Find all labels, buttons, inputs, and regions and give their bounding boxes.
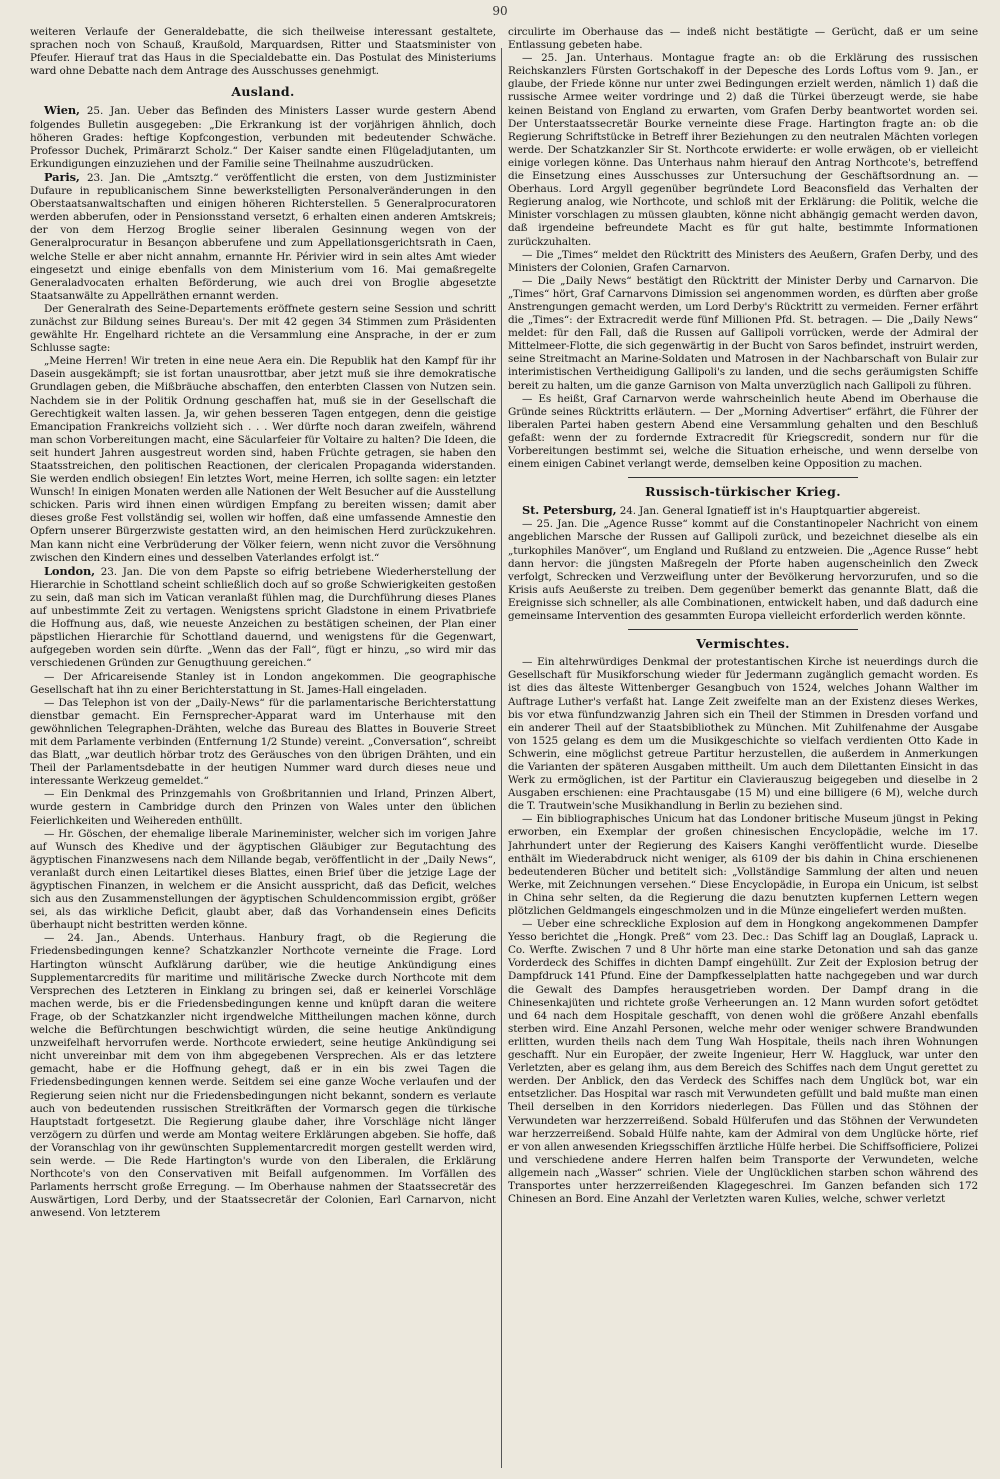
dateline-place: Wien, bbox=[44, 103, 80, 118]
page-number: 90 bbox=[492, 4, 508, 18]
paragraph-text: 23. Jan. Die von dem Papste so eifrig betriebene Wiederherstellung der Hierarchie in Schottland scheint schließlich doch auf so große Schwierigkeiten gestoßen zu sein, daß man sich im Vatican veranlaßt fühlen mag, die Durchführung dieses Planes auf unbestimmte Zeit zu vertagen. Wenigstens spricht Gladstone in einem Privatbriefe die Hoffnung aus, daß, wie neueste Anzeichen zu bestätigen scheinen, der Plan einer päpstlichen Hierarchie für Schottland dauernd, und wenigstens für die Gegenwart, aufgegeben worden sein dürfte. „Wenn das der Fall“, fügt er hinzu, „so wird mir das verschiedenen Gründen zur Genugthuung gereichen.“ bbox=[30, 565, 496, 670]
paragraph bbox=[30, 171, 496, 303]
section-heading: Russisch-türkischer Krieg. bbox=[645, 484, 841, 500]
paragraph: circulirte im Oberhause das — indeß nicht bestätigte — Gerücht, daß er um seine Entlassung gebeten habe. bbox=[508, 26, 978, 52]
paragraph: — Das Telephon ist von der „Daily-News“ für die parlamentarische Berichterstattung dienstbar gemacht. Ein Fernsprecher-Apparat ward im Unterhause mit den gewöhnlichen Telegraphen-Drähten, welche das Bureau des Blattes in Bouverie Street mit dem Parlamente verbinden (Entfernung 1/2 Stunde) vereint. „Conversation“, schreibt das Blatt, „war deutlich hörbar trotz des Geräusches von den übrigen Drähten, und ein Theil der Parlamentsdebatte in der heutigen Nummer ward durch dieses neue und interessante Werkzeug gemeldet.“ bbox=[30, 696, 496, 788]
section-rule bbox=[628, 477, 858, 478]
paragraph: — Ein Denkmal des Prinzgemahls von Großbritannien und Irland, Prinzen Albert, wurde gestern in Cambridge durch den Prinzen von Wales unter den üblichen Feierlichkeiten und Weihereden enthüllt. bbox=[30, 788, 496, 827]
paragraph bbox=[30, 104, 496, 170]
paragraph: — Die „Daily News“ bestätigt den Rücktritt der Minister Derby und Carnarvon. Die „Times“ hört, Graf Carnarvons Dimission sei angenommen worden, es dürften aber große Anstrengungen gemacht werden, um Lord Derby's Rücktritt zu vermeiden. Ferner erfährt die „Times“: der Extracredit werde fünf Millionen Pfd. St. betragen. — Die „Daily News“ meldet: für den Fall, daß die Russen auf Gallipoli vorrücken, werde der Admiral der Mittelmeer-Flotte, die sich gegenwärtig in der Bucht von Saros befindet, instruirt werden, seine Streitmacht an Marine-Soldaten und Matrosen in der Nachbarschaft von Bulair zur interimistischen Vertheidigung Gallipoli's zu landen, und die sechs geräumigsten Schiffe bereit zu halten, um die ganze Garnison von Malta unverzüglich nach Gallipoli zu führen. bbox=[508, 274, 978, 392]
paragraph-text: 24. Jan. General Ignatieff ist in's Hauptquartier abgereist. bbox=[619, 505, 921, 518]
paragraph: — 25. Jan. Die „Agence Russe“ kommt auf die Constantinopeler Nachricht von einem angeblichen Marsche der Russen auf Gallipoli zurück, und bezeichnet dieselbe als ein „turkophiles Manöver“, um England und Rußland zu entzweien. Die „Agence Russe“ hebt dann hervor: die jüngsten Maßregeln der Pforte haben augenscheinlich den Zweck verfolgt, Schrecken und Verzweiflung unter der Bevölkerung hervorzurufen, und so die Krisis aufs Aeußerste zu treiben. Dem gegenüber bemerkt das genannte Blatt, daß die Ereignisse sich schneller, als alle Combinationen, entwickelt haben, und daß dadurch eine gemeinsame Intervention des gesammten Europa vielleicht erforderlich werden könnte. bbox=[508, 518, 978, 623]
paragraph: weiteren Verlaufe der Generaldebatte, die sich theilweise interessant gestaltete, sprachen noch von Schauß, Kraußold, Marquardsen, Ritter und Staatsminister von Pfeufer. Hierauf trat das Haus in die Specialdebatte ein. Das Postulat des Ministeriums ward ohne Debatte nach dem Antrage des Ausschusses genehmigt. bbox=[30, 26, 496, 78]
paragraph-text: 23. Jan. Die „Amtsztg.“ veröffentlicht die ersten, von dem Justizminister Dufaure in republicanischem Sinne bewerkstelligten Personalveränderungen in den Oberstaatsanwaltschaften und einigen höheren Richterstellen. 5 Generalprocuratoren werden abberufen, oder in Pensionsstand versetzt, 6 erhalten einen anderen Amtskreis; der von dem Herzog Broglie seiner liberalen Gesinnung wegen von der Generalprocuratur in Besançon abberufene und zum Appellationsgerichtsrath in Caen, welche Stelle er aber nicht annahm, ernannte Hr. Périvier wird in sein altes Amt wieder eingesetzt und einige ebenfalls von dem Ministerium vom 16. Mai gemaßregelte Generaladvocaten erhalten Beförderung, wie auch drei von Broglie abgesetzte Staatsanwälte zu Appellräthen ernannt werden. bbox=[30, 171, 496, 302]
right-column bbox=[508, 26, 978, 1468]
paragraph: — Ein altehrwürdiges Denkmal der protestantischen Kirche ist neuerdings durch die Gesellschaft für Musikforschung wieder für Jedermann zugänglich gemacht worden. Es ist dies das älteste Wittenberger Gesangbuch von 1524, welches Johann Walther im Auftrage Luther's verfaßt hat. Lange Zeit zweifelte man an der Existenz dieses Werkes, bis vor etwa fünfundzwanzig Jahren sich ein Theil der Stimmen in Dresden vorfand und ein anderer Theil auf der Staatsbibliothek zu München. Mit Zuhilfenahme der Ausgabe von 1525 gelang es dem um die Musikgeschichte so vielfach verdienten Otto Kade in Schwerin, eine möglichst getreue Partitur herzustellen, die außerdem in Anmerkungen die Varianten der späteren Ausgaben mittheilt. Um auch dem Dilettanten Einsicht in das Werk zu ermöglichen, ist der Partitur ein Clavierauszug beigegeben und dieselbe in 2 Ausgaben erschienen: eine Prachtausgabe (15 M) und eine billigere (6 M), welche durch die T. Trautwein'sche Musikhandlung in Berlin zu beziehen sind. bbox=[508, 656, 978, 813]
paragraph: — 24. Jan., Abends. Unterhaus. Hanbury fragt, ob die Regierung die Friedensbedingungen kenne? Schatzkanzler Northcote verneinte die Frage. Lord Hartington wünscht Aufklärung darüber, wie die heutige Ankündigung eines Supplementarcredits für maritime und militärische Zwecke durch Northcote mit dem Versprechen des Letzteren in Einklang zu bringen sei, daß er keinerlei Vorschläge machen werde, bis er die Friedensbedingungen kenne und knüpft daran die weitere Frage, ob der Schatzkanzler nicht irgendwelche Mittheilungen machen könne, durch welche die Befürchtungen beschwichtigt würden, die seine heutige Ankündigung unzweifelhaft hervorrufen werde. Northcote erwiedert, seine heutige Ankündigung sei nicht unvereinbar mit dem von ihm abgegebenen Versprechen. Als er das letztere gemacht, habe er die Hoffnung gehegt, daß er in ein bis zwei Tagen die Friedensbedingungen kennen werde. Seitdem sei eine ganze Woche verlaufen und der Regierung seien nicht nur die Friedensbedingungen nicht bekannt, sondern es verlaute auch von bedeutenden russischen Streitkräften der Vormarsch gegen die türkische Hauptstadt fortgesetzt. Die Regierung glaube daher, ihre Vorschläge nicht länger verzögern zu dürfen und werde am Montag weitere Erklärungen abgeben. Sie hoffe, daß der Voranschlag von ihr gewünschten Supplementarcredit morgen gestellt werden wird, sein werde. — Die Rede Hartington's wurde von den Liberalen, die Erklärung Northcote's von den Conservativen mit Beifall aufgenommen. Im Vorfällen des Parlaments herrscht große Erregung. — Im Oberhause nahmen der Staatssecretär des Auswärtigen, Lord Derby, und der Staatssecretär der Colonien, Earl Carnarvon, nicht anwesend. Von letzterem bbox=[30, 932, 496, 1220]
paragraph: — Hr. Göschen, der ehemalige liberale Marineminister, welcher sich im vorigen Jahre auf Wunsch des Khedive und der ägyptischen Gläubiger zur Begutachtung des ägyptischen Finanzwesens nach dem Nillande begab, veröffentlicht in der „Daily News“, veranlaßt durch einen Leitartikel dieses Blattes, einen Brief über die jetzige Lage der ägyptischen Finanzen, in welchem er die Ansicht ausspricht, daß das Deficit, welches sich aus den Zusammenstellungen der ägyptischen Schuldencommission ergibt, größer sei, als das wirkliche Deficit, glaubt aber, daß das Vorhandensein eines Deficits überhaupt nicht bestritten werden könne. bbox=[30, 827, 496, 932]
left-column bbox=[30, 26, 496, 1468]
dateline-place: Paris, bbox=[44, 169, 80, 184]
paragraph: — Der Africareisende Stanley ist in London angekommen. Die geographische Gesellschaft hat ihn zu einer Berichterstattung in St. James-Hall eingeladen. bbox=[30, 670, 496, 696]
paragraph bbox=[30, 565, 496, 671]
paragraph: — Es heißt, Graf Carnarvon werde wahrscheinlich heute Abend im Oberhause die Gründe seines Rücktritts erläutern. — Der „Morning Advertiser“ erfährt, die Führer der liberalen Partei haben gestern Abend eine Versammlung gehalten und den Beschluß gefaßt: wenn der zu fordernde Extracredit für Kriegscredit, sondern nur für die Vorbereitungen bestimmt sei, welche die Situation erheische, und wenn derselbe von einem einigen Cabinet verlangt werde, demselben keine Opposition zu machen. bbox=[508, 392, 978, 471]
dateline-place: St. Petersburg, bbox=[522, 503, 617, 518]
paragraph: — Ein bibliographisches Unicum hat das Londoner britische Museum jüngst in Peking erworben, ein Exemplar der großen chinesischen Encyclopädie, welche im 17. Jahrhundert unter der Regierung des Kaisers Kanghi veröffentlicht wurde. Dieselbe enthält im Wiederabdruck nicht weniger, als 6109 der bis dahin in China erschienenen bedeutenderen Bücher und betitelt sich: „Vollständige Sammlung der alten und neuen Werke, mit Zeichnungen versehen.“ Diese Encyclopädie, in Europa ein Unicum, ist selbst in China sehr selten, da die Regierung die dazu benutzten kupfernen Lettern wegen plötzlichen Geldmangels eingeschmolzen und in die Münze eingeliefert werden mußten. bbox=[508, 813, 978, 917]
paragraph: — Ueber eine schreckliche Explosion auf dem in Hongkong angekommenen Dampfer Yesso berichtet die „Hongk. Preß“ vom 23. Dec.: Das Schiff lag an Douglaß, Laprack u. Co. Werfte. Zwischen 7 und 8 Uhr hörte man eine starke Detonation und sah das ganze Vorderdeck des Schiffes in dichten Dampf eingehüllt. Zur Zeit der Explosion betrug der Dampfdruck 141 Pfund. Eine der Dampfkesselplatten hatte nachgegeben und war durch die Gewalt des Dampfes herausgetrieben worden. Der Dampf drang in die Chinesenkajüten und richtete große Verheerungen an. 12 Mann wurden sofort getödtet und 64 nach dem Hospitale geschafft, von denen wohl die größere Anzahl ebenfalls sterben wird. Eine Anzahl Personen, welche mehr oder weniger schwere Brandwunden erlitten, wurden theils nach dem Tung Wah Hospitale, theils nach ihren Wohnungen geschafft. Nur ein Europäer, der zweite Ingenieur, Herr W. Haggluck, war unter den Verletzten, aber es gelang ihm, aus dem Bereich des Schiffes nach dem Ungut gerettet zu werden. Der Anblick, den das Verdeck des Schiffes nach dem Unglück bot, war ein entsetzlicher. Das Hospital war rasch mit Verwundeten gefüllt und bald mußte man einen Theil derselben in den Korridors niederlegen. Das Füllen und das Stöhnen der Verwundeten war herzzerreißend. Sobald Hülferufen und das Stöhnen der Verwundeten war herzzerreißend. Sobald Hülfe nahte, kam der Admiral von dem Unglücke hörte, rief er von allen anwesenden Kriegsschiffen ärztliche Hülfe herbei. Die Schiffsofficiere, Polizei und verschiedene andere Herren halfen beim Transporte der Verwundeten, welche allgemein nach „Wasser“ schrien. Viele der Unglücklichen starben schon während des Transportes unter herzzerreißenden Klagegeschrei. Im Ganzen befanden sich 172 Chinesen an Bord. Eine Anzahl der Verletzten waren Kulies, welche, schwer verletzt bbox=[508, 918, 978, 1206]
section-heading: Ausland. bbox=[231, 84, 295, 100]
dateline-place: London, bbox=[44, 563, 95, 578]
paragraph: „Meine Herren! Wir treten in eine neue Aera ein. Die Republik hat den Kampf für ihr Dasein ausgekämpft; sie ist fortan unausrottbar, aber jetzt muß sie ihre demokratische Grundlagen geben, die Mißbräuche abschaffen, den enterbten Classen von Nutzen sein. Nachdem sie in der Politik Ordnung geschaffen hat, muß sie in der Gesellschaft die Gerechtigkeit walten lassen. Ja, wir gehen besseren Tagen entgegen, denn die geistige Emancipation Frankreichs vollzieht sich . . . Wer dürfte noch daran zweifeln, während man schon Vorbereitungen macht, eine Säcularfeier für Voltaire zu halten? Die Ideen, die seit hundert Jahren ausgestreut worden sind, haben Früchte getragen, sie haben den Staatsstreichen, den politischen Reactionen, der clericalen Propaganda widerstanden. Sie werden endlich obsiegen! Ein letztes Wort, meine Herren, ich sollte sagen: ein letzter Wunsch! In einigen Monaten werden alle Nationen der Welt Besucher auf die Ausstellung schicken. Paris wird ihnen einen würdigen Empfang zu bereiten wissen; damit aber dieses große Fest vollständig sei, wollen wir hoffen, daß eine umfassende Amnestie den Opfern unserer Bürgerzwiste gestatten wird, an den heimischen Herd zurückzukehren. Man kann nicht eine Verbrüderung der Völker feiern, wenn nicht zuvor die Versöhnung zwischen den Kindern eines und desselben Vaterlandes erfolgt ist.“ bbox=[30, 355, 496, 564]
column-divider bbox=[501, 48, 502, 1468]
paragraph bbox=[508, 504, 978, 518]
paragraph: — Die „Times“ meldet den Rücktritt des Ministers des Aeußern, Grafen Derby, und des Ministers der Colonien, Grafen Carnarvon. bbox=[508, 248, 978, 274]
paragraph: Der Generalrath des Seine-Departements eröffnete gestern seine Session und schritt zunächst zur Bildung seines Bureau's. Der mit 42 gegen 34 Stimmen zum Präsidenten gewählte Hr. Engelhard richtete an die Versammlung eine Ansprache, in der er zum Schlusse sagte: bbox=[30, 302, 496, 355]
paragraph-text: 25. Jan. Ueber das Befinden des Ministers Lasser wurde gestern Abend folgendes Bulletin ausgegeben: „Die Erkrankung ist der vorjährigen ähnlich, doch höheren Grades: heftige Kopfcongestion, verbunden mit bedeutender Schwäche. Professor Duchek, Primärarzt Scholz.“ Der Kaiser sandte einen Flügeladjutanten, um Erkundigungen einzuziehen und der Familie seine Theilnahme auszudrücken. bbox=[30, 105, 496, 170]
section-rule bbox=[628, 629, 858, 630]
paragraph: — 25. Jan. Unterhaus. Montague fragte an: ob die Erklärung des russischen Reichskanzlers Fürsten Gortschakoff in der Depesche des Lords Loftus vom 9. Jan., er glaube, der Friede könne nur unter zwei Bedingungen erzielt werden, nämlich 1) daß die russische Armee weiter vordringe und 2) daß die Türkei überzeugt werde, sie habe keinen Beistand von England zu erwarten, vom Grafen Derby beantwortet worden sei. Der Unterstaatssecretär Bourke verneinte diese Frage. Hartington fragte an: ob die Regierung Schriftstücke in Betreff ihrer Beziehungen zu den neutralen Mächten vorlegen werde. Der Schatzkanzler Sir St. Northcote erwiderte: er wolle erwägen, ob er vielleicht einige vorlegen könne. Das Unterhaus nahm hierauf den Antrag Northcote's, betreffend die Einsetzung eines Ausschusses zur Untersuchung der Geschäftsordnung an. — Oberhaus. Lord Argyll gegenüber begründete Lord Beaconsfield das Verhalten der Regierung analog, wie Northcote, und schloß mit der Erklärung: die Politik, welche die Minister vorschlagen zu müssen glaubten, könne nicht abhängig gemacht werden davon, daß irgendeine befreundete Macht es für gut halte, bestimmte Informationen zurückzuhalten. bbox=[508, 52, 978, 248]
section-heading: Vermischtes. bbox=[696, 636, 790, 652]
